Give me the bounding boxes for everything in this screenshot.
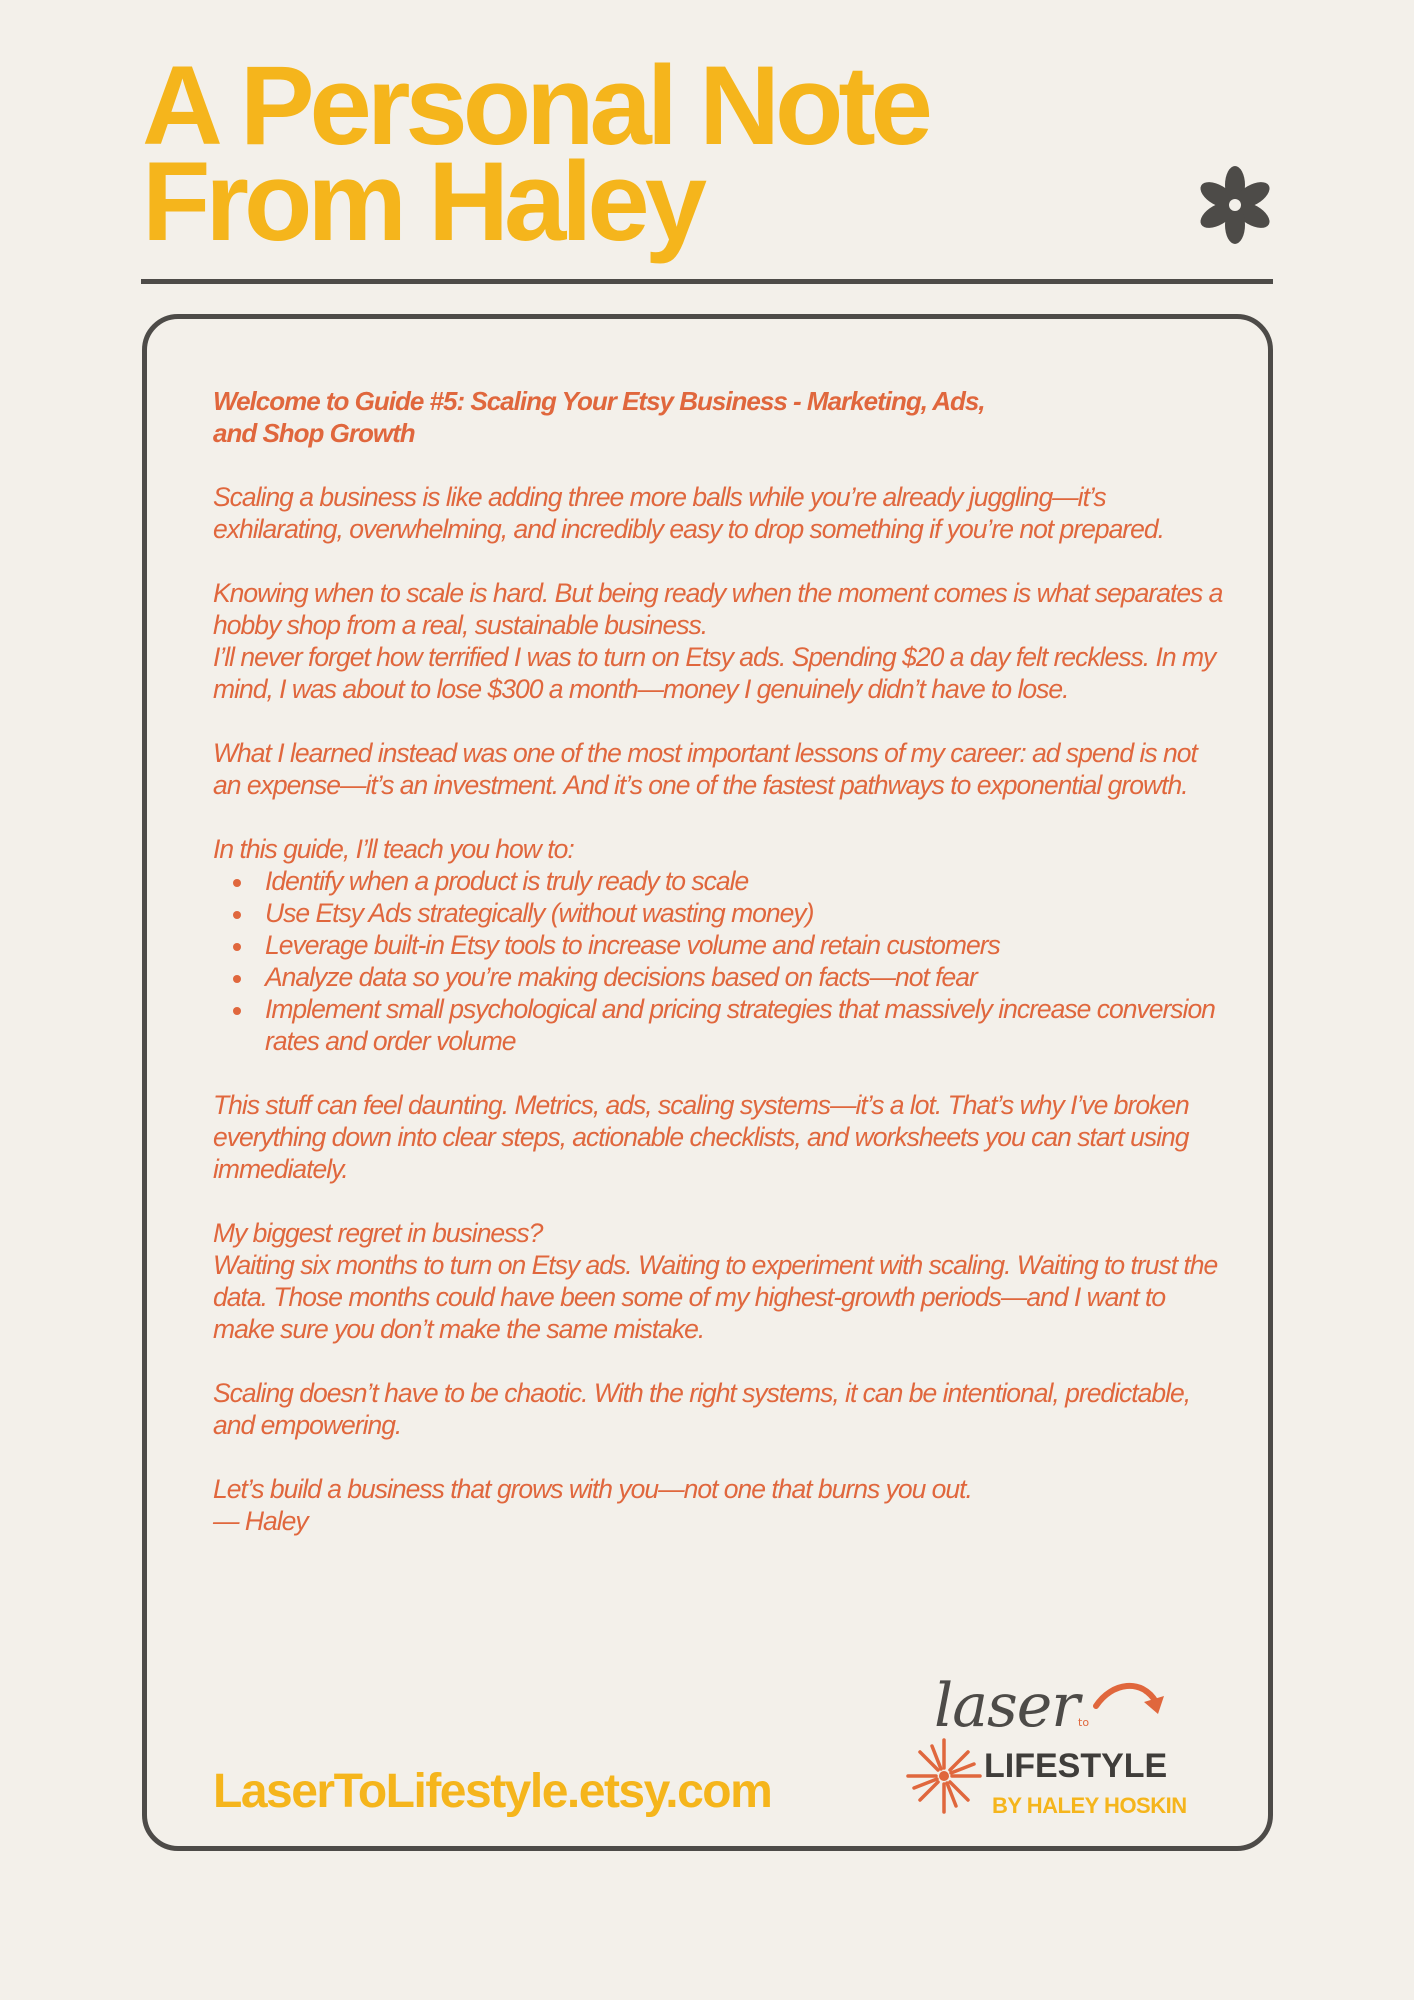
brand-logo [900, 1668, 1230, 1828]
paragraph-when-to-scale [213, 577, 1223, 705]
note-body [213, 385, 1223, 1569]
list-item: Identify when a product is truly ready to scale [213, 865, 1223, 897]
website-link[interactable]: LaserToLifestyle.etsy.com [213, 1765, 772, 1818]
signature: — Haley [213, 1506, 308, 1536]
note-heading [213, 385, 1093, 449]
list-item: Leverage built-in Etsy tools to increase volume and retain customers [213, 929, 1223, 961]
paragraph-regret [213, 1217, 1223, 1345]
list-item: Use Etsy Ads strategically (without wasting money) [213, 897, 1223, 929]
page-title [142, 43, 928, 264]
list-intro: In this guide, I’ll teach you how to: [213, 834, 574, 864]
title-divider [141, 279, 1273, 284]
flower-icon [1195, 165, 1275, 245]
note-heading-line-2: and Shop Growth [213, 418, 415, 448]
paragraph-chaotic: Scaling doesn’t have to be chaotic. With the right systems, it can be intentional, predictable, and empowering. [213, 1378, 1191, 1440]
logo-word-lifestyle: LIFESTYLE [984, 1747, 1168, 1785]
title-line-1: A Personal Note [142, 43, 928, 168]
logo-word-to: to [1078, 1716, 1090, 1729]
paragraph-juggling: Scaling a business is like adding three more balls while you’re already juggling—it’s exhilarating, overwhelming, and incredibly easy to drop something if you’re not prepared. [213, 482, 1164, 544]
list-item: Analyze data so you’re making decisions based on facts—not fear [213, 961, 1223, 993]
signoff-line: Let’s build a business that grows with you—not one that burns you out. [213, 1474, 972, 1504]
logo-byline: BY HALEY HOSKIN [992, 1793, 1187, 1818]
laser-burst-icon [904, 1736, 984, 1816]
list-item: Implement small psychological and pricing strategies that massively increase conversion rates and order volume [213, 993, 1223, 1057]
paragraph-daunting: This stuff can feel daunting. Metrics, ads, scaling systems—it’s a lot. That’s why I’ve broken everything down into clear steps, actionable checklists, and worksheets you can start using immediately. [213, 1090, 1189, 1184]
paragraph-regret-question: My biggest regret in business? [213, 1218, 543, 1248]
paragraph-lesson: What I learned instead was one of the most important lessons of my career: ad spend is not an expense—it’s an investment. And it’s one of the fastest pathways to exponential growth. [213, 738, 1197, 800]
title-line-2: From Haley [142, 139, 702, 264]
paragraph-when-to-scale-a: Knowing when to scale is hard. But being ready when the moment comes is what separates a hobby shop from a real, sustainable business. [213, 578, 1223, 640]
paragraph-signoff [213, 1473, 1223, 1537]
logo-word-laser: laser [934, 1671, 1079, 1741]
paragraph-when-to-scale-b: I’ll never forget how terrified I was to turn on Etsy ads. Spending $20 a day felt reckless. In my mind, I was about to lose $300 a month—money I genuinely didn’t have to lose. [213, 642, 1216, 704]
paragraph-regret-answer: Waiting six months to turn on Etsy ads. Waiting to experiment with scaling. Waiting to trust the data. Those months could have been some of my highest-growth periods—and I want to make sure you don’t make the same mistake. [213, 1250, 1218, 1344]
curved-arrow-icon [1090, 1672, 1170, 1732]
note-heading-line-1: Welcome to Guide #5: Scaling Your Etsy Business - Marketing, Ads, [213, 386, 985, 416]
guide-topics-list [213, 865, 1223, 1057]
